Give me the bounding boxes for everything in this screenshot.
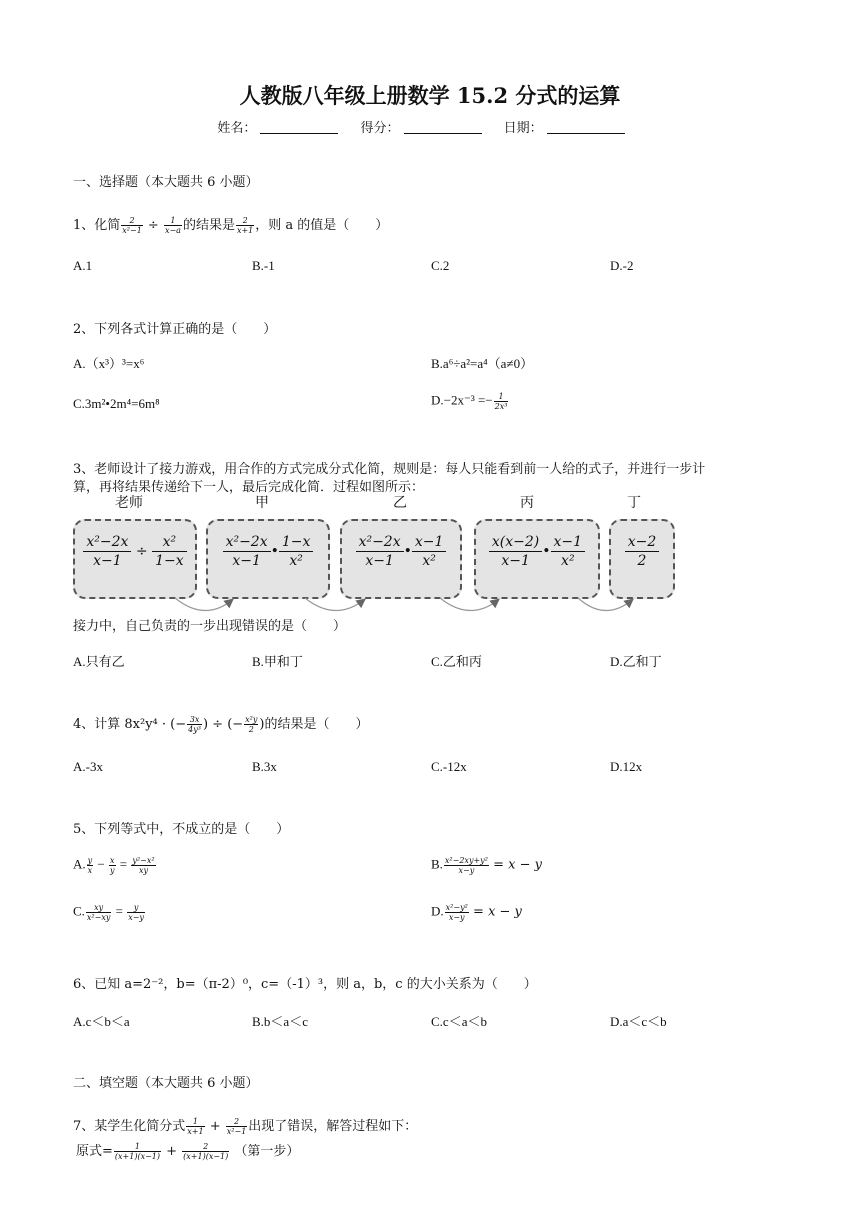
relay-label-teacher: 老师 [115,495,143,511]
q2-option-b[interactable]: B.a⁶÷a²=a⁴（a≠0） [431,356,534,371]
relay-card-ding: $\frac{x-2}{2}$ [609,519,675,599]
q6-option-a[interactable]: A.c＜b＜a [73,1014,130,1029]
relay-label-bing: 丙 [520,495,534,511]
q4-suffix: )的结果是（ ） [259,717,369,732]
q6-option-c[interactable]: C.c＜a＜b [431,1014,487,1029]
q5-option-b-label: B. [431,856,443,872]
q6-option-d[interactable]: D.a＜c＜b [610,1014,667,1029]
q1-suffix: ，则 a 的值是（ ） [255,218,389,233]
question-6: 6、已知 a=2⁻²，b=（π-2）⁰，c=（-1）³，则 a，b，c 的大小关系为（ ） [73,977,537,992]
question-4 [73,713,369,734]
arrow-3 [440,598,498,611]
q1-option-a[interactable]: A.1 [73,258,93,273]
q4-prefix: 4、计算 8x²y⁴ · (− [73,717,187,732]
question-3-stem: 接力中，自己负责的一步出现错误的是（ ） [73,619,347,634]
q1-mid: 的结果是 [182,218,235,233]
q1-option-b[interactable]: B.-1 [252,258,275,273]
q1-frac-2: $\frac{1}{x-a}$ [164,216,181,235]
q3-option-b[interactable]: B.甲和丁 [252,654,303,669]
q5-option-b[interactable]: B. $\frac{\text{x²−2xy+y²}}{x-y}$ = x − y [431,856,543,875]
q6-option-b[interactable]: B.b＜a＜c [252,1014,308,1029]
q4-option-d[interactable]: D.12x [610,759,643,774]
date-label: 日期： [503,121,543,136]
q7-step-suffix: （第一步） [234,1144,300,1159]
name-label: 姓名： [217,121,257,136]
q2-option-d-frac: $\frac{1}{\text{2x³}}$ [494,392,508,411]
page-title: 人教版八年级上册数学 15.2 分式的运算 [239,83,621,108]
relay-card-teacher: $\frac{\text{x²−2x}}{x-1}$ ÷ $\frac{\text{x²}}{1-x}$ [73,519,197,599]
q5-option-c-label: C. [73,903,85,919]
relay-label-jia: 甲 [255,495,269,511]
question-1: 1、化简 $\frac{2}{\text{x²−1}}$ ÷ $\frac{1}{x-a}$ 的结果是 $\frac{2}{x+1}$ ，则 a 的值是（ ） [73,216,389,235]
question-7: 7、某学生化简分式 $\frac{1}{x+1}$ + $\frac{2}{\text{x²−1}}$ 出现了错误，解答过程如下： [73,1117,418,1136]
q3-option-c[interactable]: C.乙和丙 [431,654,482,669]
q5-option-d-label: D. [431,903,444,919]
q5-option-a[interactable]: A. $\frac{y}{x}$ − $\frac{x}{y}$ = $\frac{\text{y²−x²}}{xy}$ [73,856,155,875]
q2-option-a[interactable]: A.（x³）³=x⁶ [73,356,145,371]
q7-prefix: 7、某学生化简分式 [73,1119,186,1134]
q4-option-a[interactable]: A.-3x [73,759,103,774]
question-3-line-1: 3、老师设计了接力游戏，用合作的方式完成分式化简，规则是：每人只能看到前一人给的式子，并进行一步计 [73,462,706,477]
section-heading-choice: 一、选择题（本大题共 6 小题） [73,175,259,190]
arrow-1 [175,598,232,611]
relay-card-yi: $\frac{\text{x²−2x}}{x-1}$ • $\frac{x-1}{\text{x²}}$ [340,519,462,599]
q1-frac-3: $\frac{2}{x+1}$ [236,216,254,235]
q3-option-a[interactable]: A.只有乙 [73,654,125,669]
q4-option-c[interactable]: C.-12x [431,759,467,774]
q5-option-d[interactable]: D. $\frac{\text{x²−y²}}{x-y}$ = x − y [431,903,522,922]
q4-frac-1: $\frac{3x}{\text{4y³}}$ [188,715,201,734]
q1-option-d[interactable]: D.-2 [610,258,634,273]
question-5: 5、下列等式中，不成立的是（ ） [73,822,290,837]
arrow-4 [578,598,632,611]
question-3-line-2: 算，再将结果传递给下一人，最后完成化简．过程如图所示： [73,480,425,495]
section-heading-fill: 二、填空题（本大题共 6 小题） [73,1076,259,1091]
q2-option-c[interactable]: C.3m²•2m⁴=6m⁸ [73,396,160,411]
q7-step-prefix: 原式= [76,1144,113,1159]
question-2: 2、下列各式计算正确的是（ ） [73,322,277,337]
arrow-2 [305,598,364,611]
q1-prefix: 1、化简 [73,218,121,233]
q5-option-c[interactable]: C. $\frac{xy}{\text{x²−xy}}$ = $\frac{y}{x-y}$ [73,903,144,922]
q1-frac-1: $\frac{2}{\text{x²−1}}$ [122,216,142,235]
score-label: 得分： [360,121,400,136]
q1-option-c[interactable]: C.2 [431,258,450,273]
q5-option-a-label: A. [73,856,86,872]
q4-option-b[interactable]: B.3x [252,759,277,774]
q2-option-d-text: D.−2x⁻³ =− [431,392,493,408]
question-7-step-1: 原式= $\frac{1}{(x+1)(x-1)}$ + $\frac{2}{(x+1)(x-1)}$ （第一步） [76,1142,300,1161]
relay-card-bing: $\frac{x(x-2)}{x-1}$ • $\frac{x-1}{\text{x²}}$ [474,519,600,599]
relay-label-ding: 丁 [627,495,641,511]
relay-card-jia: $\frac{\text{x²−2x}}{x-1}$ • $\frac{1-x}{\text{x²}}$ [206,519,330,599]
q4-mid: ) ÷ (− [202,717,244,732]
q4-frac-2: $\frac{\text{x²y}}{2}$ [245,715,258,734]
q7-suffix: 出现了错误，解答过程如下： [248,1119,418,1134]
relay-label-yi: 乙 [393,495,407,511]
q3-option-d[interactable]: D.乙和丁 [610,654,662,669]
